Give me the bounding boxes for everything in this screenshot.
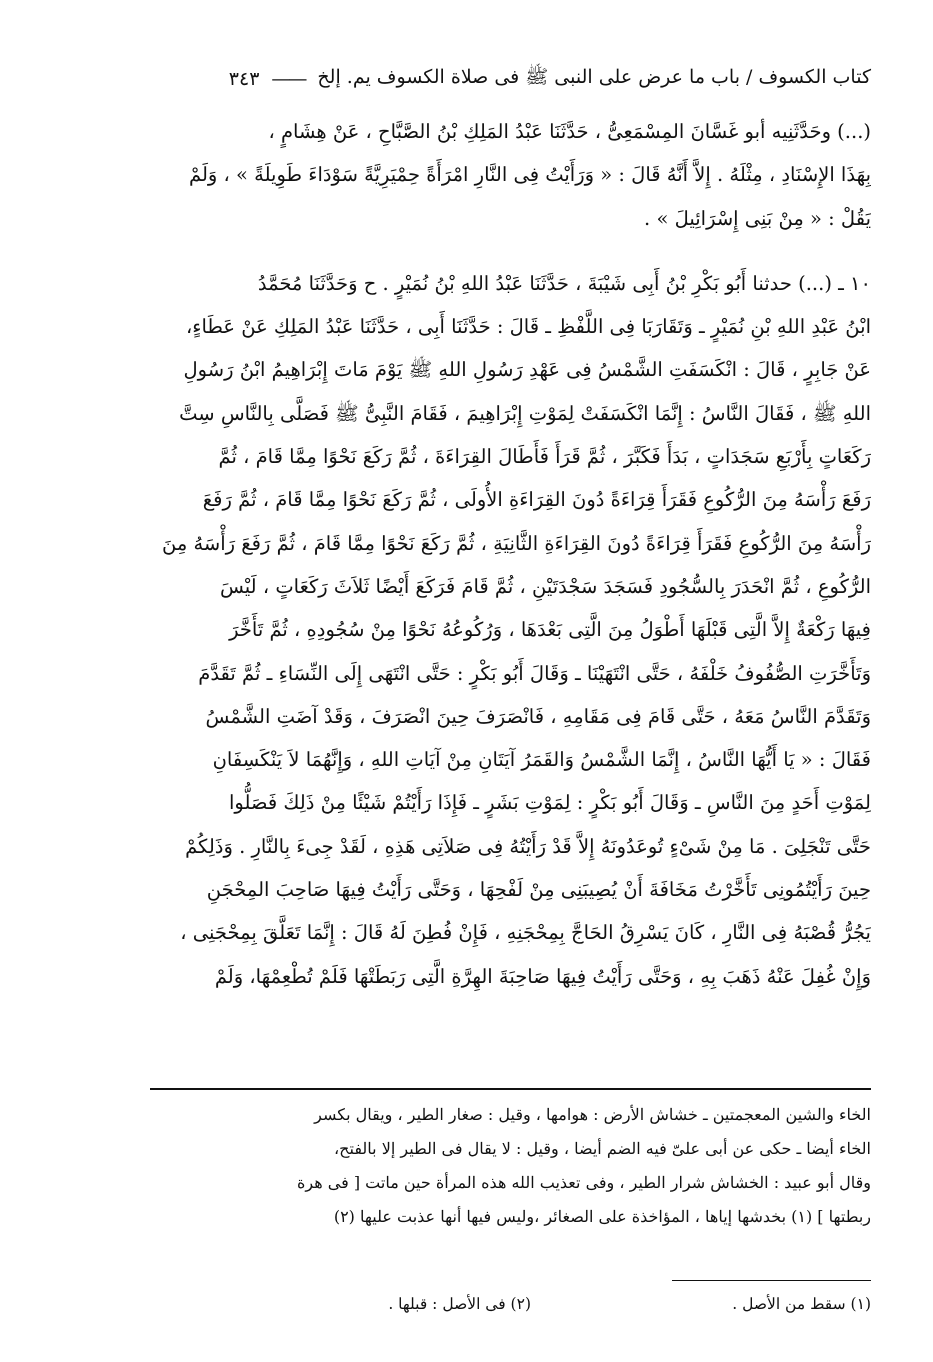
- text-line: فِيهَا رَكْعَةٌ إِلاَّ الَّتِى قَبْلَهَا أَطْوَلُ مِنَ الَّتِى بَعْدَهَا ، وَرُكُوعُهُ نَحْوًا مِنْ سُجُودِهِ ، ثُمَّ تَأَخَّرَ: [229, 618, 871, 642]
- text-line: يَقُلْ : « مِنْ بَنِى إِسْرَائِيلَ » .: [644, 206, 871, 230]
- running-header: [150, 62, 871, 96]
- footnote-1: (١) سقط من الأصل .: [732, 1295, 871, 1313]
- header-dash: ——: [271, 68, 306, 90]
- text-line: فَقَالَ : « يَا أَيُّهَا النَّاسُ ، إِنَّمَا الشَّمْسُ وَالقَمَرُ آيَتَانِ مِنْ آيَاتِ اللهِ ، وَإِنَّهُمَا لاَ يَنْكَسِفَانِ: [212, 748, 871, 772]
- text-line: رَأْسَهُ مِنَ الرُّكُوعِ فَقَرَأَ قِرَاءَةً دُونَ القِرَاءَةِ الثَّانِيَةِ ، ثُمَّ رَكَعَ نَحْوًا مِمَّا قَامَ ، ثُمَّ رَفَعَ رَأْسَهُ مِنَ: [161, 531, 871, 555]
- footnotes: [150, 1288, 871, 1320]
- text-line: عَنْ جَابِرٍ ، قَالَ : انْكَسَفَتِ الشَّمْسُ فِى عَهْدِ رَسُولِ اللهِ ﷺ يَوْمَ مَاتَ إِبْرَاهِيمُ ابْنُ رَسُولِ: [183, 358, 871, 382]
- commentary-divider: [150, 1088, 871, 1090]
- chapter-title: كتاب الكسوف / باب ما عرض على النبى ﷺ فى صلاة الكسوف يم. إلخ: [317, 66, 871, 88]
- commentary-line: الخاء والشين المعجمتين ـ خشاش الأرض : هوامها ، وقيل : صغار الطير ، ويقال بكسر: [314, 1105, 871, 1124]
- text-line: لِمَوْتِ أَحَدٍ مِنَ النَّاسِ ـ وَقَالَ أَبُو بَكْرٍ : لِمَوْتِ بَشَرٍ ـ فَإِذَا رَأَيْتُمْ شَيْئًا مِنْ ذَلِكَ فَصَلُّوا: [228, 791, 871, 815]
- text-line: (...) وحَدَّثَنِيه أبو غَسَّانَ المِسْمَعِىُّ ، حَدَّثَنَا عَبْدُ المَلِكِ بْنُ الصَّبَّاحِ ، عَنْ هِشَامٍ ،: [268, 120, 871, 143]
- commentary-line: ربطتها ] (١) بخدشها إياها ، المؤاخذة على الصغائر ،وليس فيها أنها عذبت عليها (٢): [333, 1207, 871, 1226]
- commentary-line: الخاء أيضا ـ حكى عن أبى علىّ فيه الضم أيضا ، وقيل : لا يقال فى الطير إلا بالفتح،: [334, 1139, 871, 1158]
- text-line: اللهِ ﷺ ، فَقَالَ النَّاسُ : إِنَّمَا انْكَسَفَتْ لِمَوْتِ إِبْرَاهِيمَ ، فَقَامَ النَّبِىُّ ﷺ فَصَلَّى بِالنَّاسِ سِتَّ: [179, 401, 871, 425]
- text-line: وَتَقَدَّمَ النَّاسُ مَعَهُ ، حَتَّى قَامَ فِى مَقَامِهِ ، فَانْصَرَفَ حِينَ انْصَرَفَ ، وَقَدْ آضَتِ الشَّمْسُ: [205, 704, 871, 728]
- text-line: ١٠ ـ (...) حدثنا أَبُو بَكْرِ بْنُ أَبِى شَيْبَةَ ، حَدَّثَنَا عَبْدُ اللهِ بْنُ نُمَيْرٍ . ح وَحَدَّثَنَا مُحَمَّدُ: [257, 271, 871, 295]
- text-line: حِينَ رَأَيْتُمُونِى تَأَخَّرْتُ مَخَافَةَ أَنْ يُصِيبَنِى مِنْ لَفْحِهَا ، وَحَتَّى رَأَيْتُ فِيهَا صَاحِبَ المِحْجَنِ: [206, 878, 871, 902]
- paragraph-gap: [150, 240, 871, 262]
- text-line: رَفَعَ رَأْسَهُ مِنَ الرُّكُوعِ فَقَرَأَ قِرَاءَةً دُونَ القِرَاءَةِ الأُولَى ، ثُمَّ رَكَعَ نَحْوًا مِمَّا قَامَ ، ثُمَّ رَفَعَ: [202, 488, 871, 512]
- main-text: [150, 110, 871, 998]
- footnote-divider: [672, 1280, 871, 1281]
- text-line: وَتَأَخَّرَتِ الصُّفُوفُ خَلْفَهُ ، حَتَّى انْتَهَيْنَا ـ وَقَالَ أَبُو بَكْرٍ : حَتَّى انْتَهَى إِلَى النِّسَاءِ ـ ثُمَّ تَقَدَّمَ: [198, 661, 871, 685]
- text-line: بِهَذَا الإِسْنَادِ ، مِثْلَهُ . إِلاَّ أَنَّهُ قَالَ : « وَرَأَيْتُ فِى النَّارِ امْرَأَةً حِمْيَرِيَّةً سَوْدَاءَ طَوِيلَةً » ، وَلَمْ: [188, 163, 871, 187]
- text-line: ابْنُ عَبْدِ اللهِ بْنِ نُمَيْرٍ ـ وَتَقَارَبَا فِى اللَّفْظِ ـ قَالَ : حَدَّثَنَا أَبِى ، حَدَّثَنَا عَبْدُ المَلِكِ عَنْ عَطَاءٍ،: [186, 315, 871, 339]
- text-line: رَكَعَاتٍ بِأَرْبَعِ سَجَدَاتٍ ، بَدَأَ فَكَبَّرَ ، ثُمَّ قَرَأَ فَأَطَالَ القِرَاءَةَ ، ثُمَّ رَكَعَ نَحْوًا مِمَّا قَامَ ، ثُمَّ: [218, 445, 871, 469]
- text-line: يَجُرُّ قُصْبَهُ فِى النَّارِ ، كَانَ يَسْرِقُ الحَاجَّ بِمِحْجَنِهِ ، فَإِنْ فُطِنَ لَهُ قَالَ : إِنَّمَا تَعَلَّقَ بِمِحْجَنِى ،: [180, 921, 871, 945]
- commentary-line: وقال أبو عبيد : الخشاش شرار الطير ، وفى تعذيب الله هذه المرأة حين ماتت [ فى هرة: [297, 1173, 871, 1192]
- footnote-2: (٢) فى الأصل : قبلها .: [388, 1295, 531, 1313]
- text-line: حَتَّى تَنْجَلِىَ . مَا مِنْ شَىْءٍ تُوعَدُونَهُ إِلاَّ قَدْ رَأَيْتُهُ فِى صَلاَتِى هَذِهِ ، لَقَدْ جِىءَ بِالنَّارِ . وَذَلِكُمْ: [185, 834, 871, 858]
- text-line: وَإِنْ غُفِلَ عَنْهُ ذَهَبَ بِهِ ، وَحَتَّى رَأَيْتُ فِيهَا صَاحِبَةَ الهِرَّةِ الَّتِى رَبَطَتْهَا فَلَمْ تُطْعِمْهَا، وَلَمْ: [214, 964, 871, 988]
- text-line: الرُّكُوعِ ، ثُمَّ انْحَدَرَ بِالسُّجُودِ فَسَجَدَ سَجْدَتَيْنِ ، ثُمَّ قَامَ فَرَكَعَ أَيْضًا ثَلاَثَ رَكَعَاتٍ ، لَيْسَ: [219, 574, 871, 598]
- commentary: [150, 1098, 871, 1234]
- page-number: ٣٤٣: [228, 68, 260, 90]
